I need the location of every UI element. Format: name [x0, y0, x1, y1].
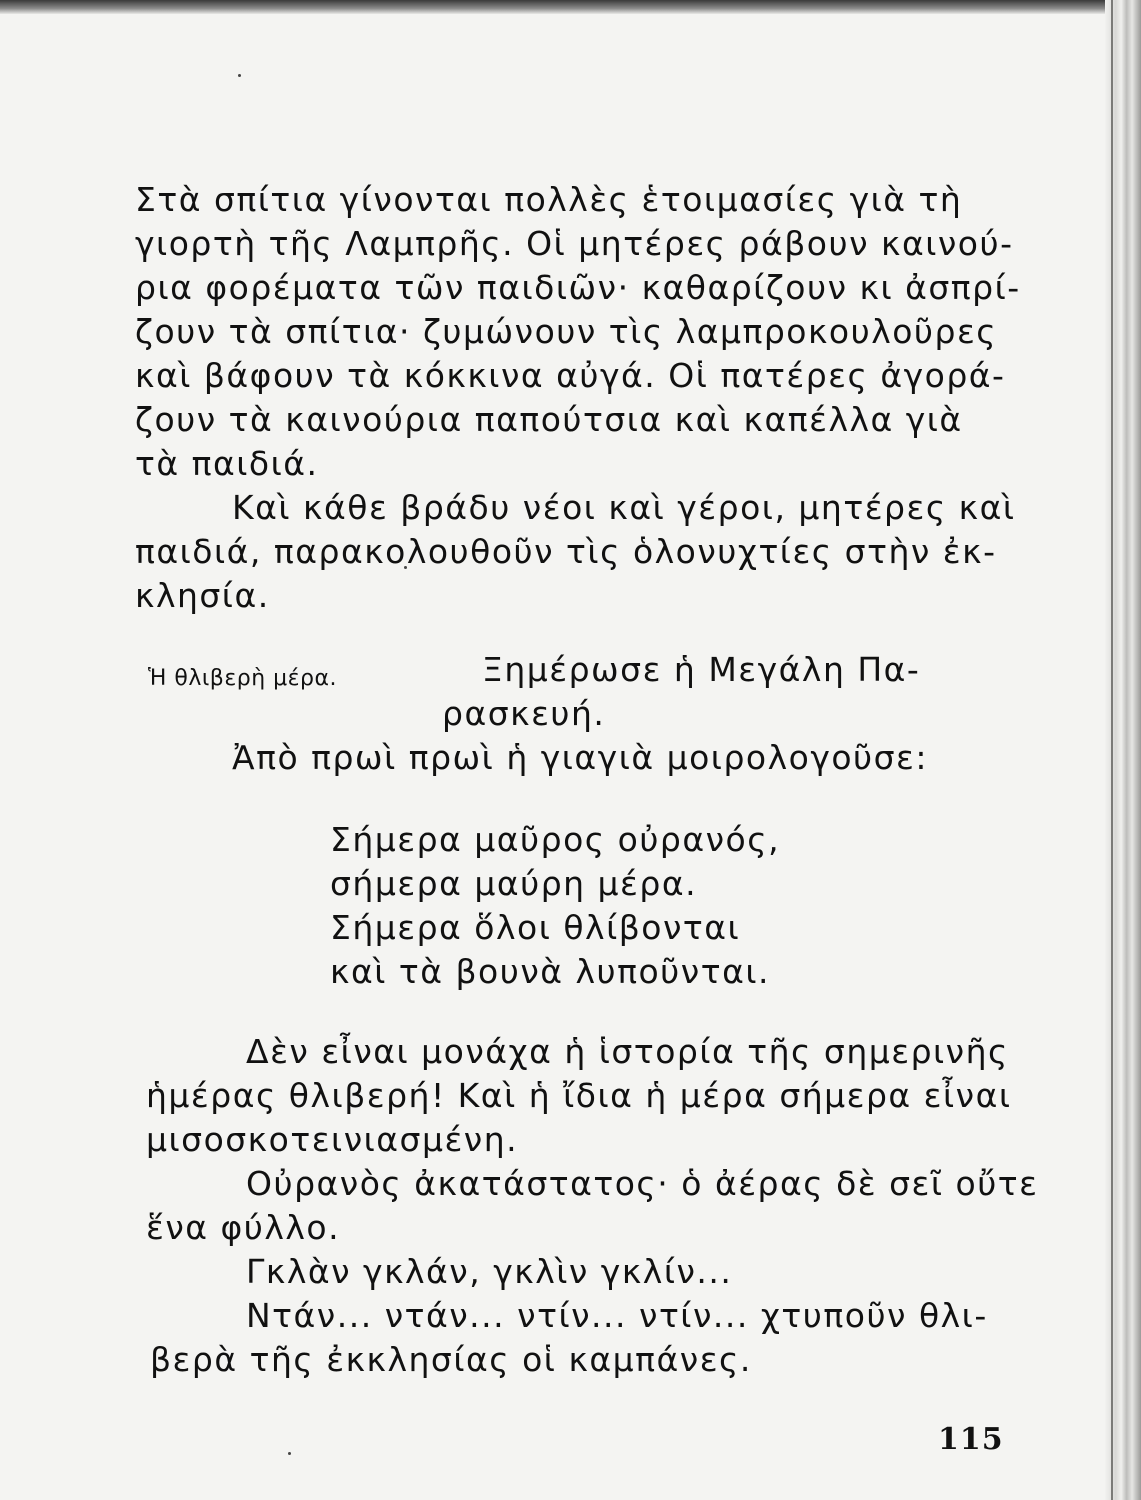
body-text-line: βερὰ τῆς ἐκκλησίας οἱ καμπάνες. — [150, 1340, 752, 1379]
poem-line: Σήμερα μαῦρος οὐρανός, — [330, 820, 781, 859]
body-text-line: κλησία. — [135, 576, 270, 615]
body-text-line: Δὲν εἶναι μονάχα ἡ ἱστορία τῆς σημερινῆς — [246, 1032, 1009, 1071]
body-text-line: ζουν τὰ σπίτια· ζυμώνουν τὶς λαμπροκουλοῦρες — [135, 312, 998, 351]
page-edge-line — [1111, 0, 1113, 1500]
body-text-line: ρασκευή. — [442, 694, 606, 733]
poem-line: καὶ τὰ βουνὰ λυποῦνται. — [330, 952, 770, 991]
paper-speck — [288, 1452, 291, 1455]
body-text-line: ἕνα φύλλο. — [146, 1208, 341, 1247]
body-text-line: Στὰ σπίτια γίνονται πολλὲς ἑτοιμασίες γιὰ τὴ — [135, 180, 963, 219]
paper-speck — [238, 74, 241, 77]
body-text-line: μισοσκοτεινιασμένη. — [146, 1120, 519, 1159]
body-text-line: γιορτὴ τῆς Λαμπρῆς. Οἱ μητέρες ράβουν καινού- — [135, 224, 1014, 263]
body-text-line: καὶ βάφουν τὰ κόκκινα αὐγά. Οἱ πατέρες ἀγορά- — [135, 356, 1006, 395]
body-text-line: παιδιά, παρακολουθοῦν τὶς ὁλονυχτίες στὴν ἐκ- — [135, 532, 997, 571]
body-text-line: τὰ παιδιά. — [135, 444, 319, 483]
body-text-line: Ἀπὸ πρωὶ πρωὶ ἡ γιαγιὰ μοιρολογοῦσε: — [232, 738, 929, 777]
body-text-line: ἡμέρας θλιβερή! Καὶ ἡ ἴδια ἡ μέρα σήμερα εἶναι — [146, 1076, 1012, 1115]
poem-line: Σήμερα ὅλοι θλίβονται — [330, 908, 741, 947]
body-text-line: Οὐρανὸς ἀκατάστατος· ὁ ἀέρας δὲ σεῖ οὔτε — [246, 1164, 1039, 1203]
body-text-line: Καὶ κάθε βράδυ νέοι καὶ γέροι, μητέρες καὶ — [232, 488, 1016, 527]
page-number: 115 — [938, 1422, 1004, 1457]
page-top-edge — [0, 0, 1141, 14]
body-text-line: ζουν τὰ καινούρια παπούτσια καὶ καπέλλα γιὰ — [135, 400, 963, 439]
body-text-line: ρια φορέματα τῶν παιδιῶν· καθαρίζουν κι ἀσπρί- — [135, 268, 1021, 307]
body-text-line: Γκλὰν γκλάν, γκλὶν γκλίν... — [246, 1252, 733, 1291]
margin-note: Ἡ θλιβερὴ μέρα. — [148, 666, 337, 691]
poem-line: σήμερα μαύρη μέρα. — [330, 864, 698, 903]
body-text-line: Ξημέρωσε ἡ Μεγάλη Πα- — [482, 650, 921, 689]
body-text-line: Ντάν... ντάν... ντίν... ντίν... χτυποῦν θλι- — [246, 1296, 988, 1335]
